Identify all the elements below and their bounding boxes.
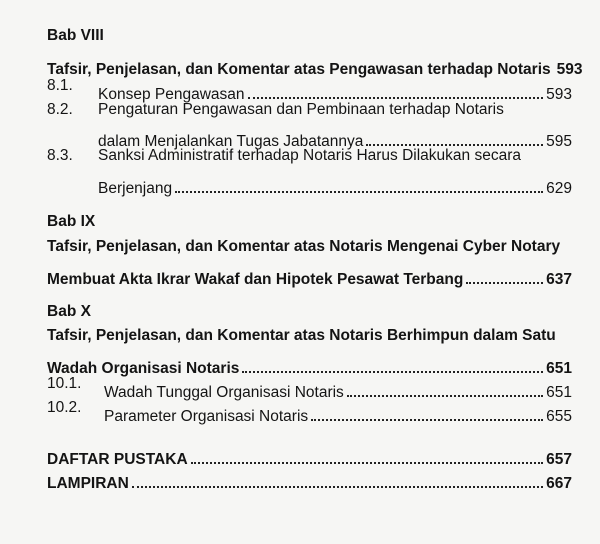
leader-dots [175, 169, 543, 193]
section-title: Parameter Organisasi Notaris [104, 408, 309, 425]
chapter-title: Tafsir, Penjelasan, dan Komentar atas Pengawasan terhadap Notaris [47, 61, 551, 78]
chapter-title: Wadah Organisasi Notaris [47, 360, 240, 377]
page-number: 593 [546, 86, 572, 103]
section-title: Berjenjang [98, 180, 173, 197]
leader-dots [466, 260, 543, 284]
chapter-heading [0, 211, 600, 233]
leader-dots [132, 464, 543, 488]
section-number: 10.2. [47, 399, 82, 416]
toc-entry [0, 397, 600, 425]
chapter-label: Bab VIII [47, 27, 104, 44]
section-number: 8.2. [47, 101, 73, 118]
toc-entry [0, 373, 600, 401]
chapter-heading [0, 301, 600, 323]
page-number: 657 [546, 451, 572, 468]
section-number: 10.1. [47, 375, 82, 392]
chapter-heading [0, 25, 600, 47]
back-matter-title: LAMPIRAN [47, 475, 129, 492]
page-number: 637 [546, 271, 572, 288]
toc-entry [0, 50, 600, 78]
toc-entry [0, 75, 600, 103]
toc-entry [0, 99, 600, 121]
chapter-title: Membuat Akta Ikrar Wakaf dan Hipotek Pesawat Terbang [47, 271, 464, 288]
toc-entry-continued [0, 260, 600, 288]
page-number: 651 [546, 384, 572, 401]
leader-dots [191, 440, 543, 464]
toc-entry [0, 236, 600, 258]
page-number: 629 [546, 180, 572, 197]
chapter-label: Bab IX [47, 213, 96, 230]
leader-dots [311, 397, 543, 421]
toc-entry [0, 145, 600, 167]
chapter-title: Tafsir, Penjelasan, dan Komentar atas Notaris Berhimpun dalam Satu [47, 327, 556, 344]
section-title: Sanksi Administratif terhadap Notaris Harus Dilakukan secara [98, 147, 521, 164]
page-number: 667 [546, 475, 572, 492]
section-title: Wadah Tunggal Organisasi Notaris [104, 384, 344, 401]
chapter-label: Bab X [47, 303, 91, 320]
toc-entry [0, 464, 600, 492]
leader-dots [242, 349, 543, 373]
toc-entry-continued [0, 349, 600, 377]
leader-dots [366, 122, 543, 146]
leader-dots [347, 373, 543, 397]
toc-entry-continued [0, 169, 600, 197]
toc-entry [0, 440, 600, 468]
section-title: dalam Menjalankan Tugas Jabatannya [98, 133, 364, 150]
page-number: 655 [546, 408, 572, 425]
section-title: Pengaturan Pengawasan dan Pembinaan terhadap Notaris [98, 101, 504, 118]
section-title: Konsep Pengawasan [98, 86, 245, 103]
page-number: 595 [546, 133, 572, 150]
section-number: 8.1. [47, 77, 73, 94]
page-number: 651 [546, 360, 572, 377]
back-matter-title: DAFTAR PUSTAKA [47, 451, 188, 468]
section-number: 8.3. [47, 147, 73, 164]
toc-entry-continued [0, 122, 600, 150]
page-number: 593 [556, 61, 583, 78]
chapter-title: Tafsir, Penjelasan, dan Komentar atas Notaris Mengenai Cyber Notary [47, 238, 561, 255]
leader-dots [248, 75, 544, 99]
toc-entry [0, 325, 600, 347]
